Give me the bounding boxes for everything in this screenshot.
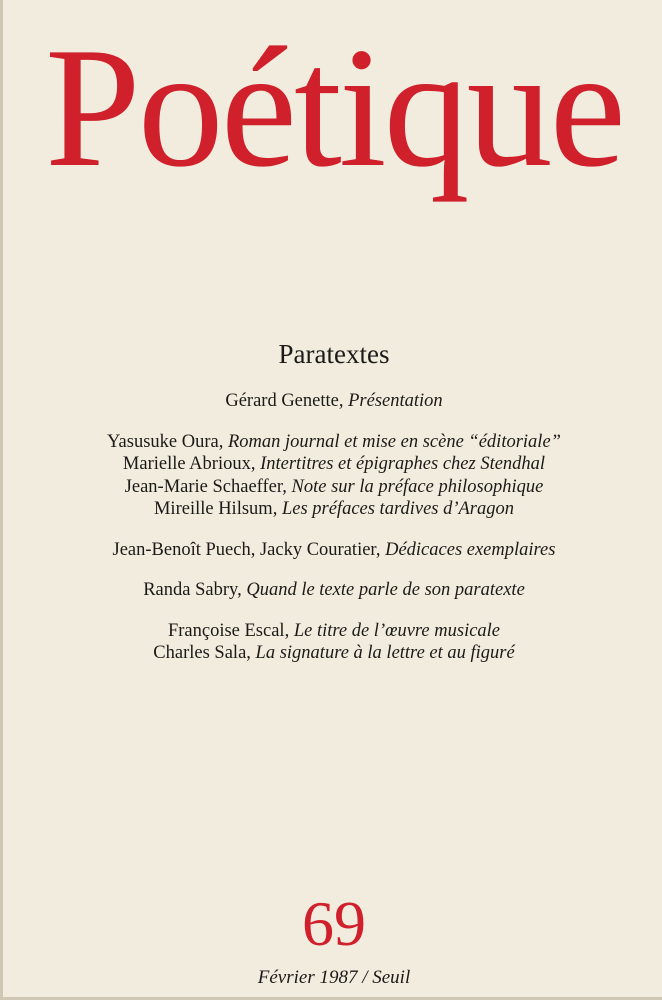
entry-title: Les préfaces tardives d’Aragon <box>281 499 515 519</box>
entry-author: Randa Sabry <box>143 580 238 600</box>
contents-group <box>3 579 662 602</box>
issue-number: 69 <box>302 888 366 959</box>
entry-title: Note sur la préface philosophique <box>291 476 544 497</box>
contents-entry: Mireille Hilsum, Les préfaces tardives d’Aragon <box>153 499 515 519</box>
contents-entry: Randa Sabry, Quand le texte parle de son paratexte <box>143 580 525 600</box>
entry-author: Gérard Genette <box>225 391 339 411</box>
contents-entry: Gérard Genette, Présentation <box>225 391 443 411</box>
contents-entry: Marielle Abrioux, Intertitres et épigraphes chez Stendhal <box>122 454 546 474</box>
contents-entry: Charles Sala, La signature à la lettre et au figuré <box>153 643 515 663</box>
entry-author: Jean-Marie Schaeffer <box>124 476 283 497</box>
entry-author: Françoise Escal <box>167 620 285 641</box>
entry-title: Le titre de l’œuvre musicale <box>293 620 501 641</box>
entry-author: Yasusuke Oura <box>107 431 219 452</box>
entry-author: Jean-Benoît Puech, Jacky Couratier <box>112 539 376 560</box>
contents-group <box>3 431 662 521</box>
entry-title: Présentation <box>348 391 443 411</box>
entry-author: Marielle Abrioux <box>122 454 251 474</box>
entry-title: Roman journal et mise en scène “éditoriale” <box>227 431 561 452</box>
contents-entry: Yasusuke Oura, Roman journal et mise en scène “éditoriale” <box>107 431 561 452</box>
contents-entry: Françoise Escal, Le titre de l’œuvre musicale <box>167 620 501 641</box>
contents-group <box>3 390 662 413</box>
entry-title: La signature à la lettre et au figuré <box>255 643 515 663</box>
contents-group <box>3 539 662 562</box>
entry-author: Charles Sala <box>153 643 247 663</box>
contents-entry: Jean-Benoît Puech, Jacky Couratier, Dédicaces exemplaires <box>112 539 556 560</box>
entry-author: Mireille Hilsum <box>153 499 273 519</box>
entry-title: Intertitres et épigraphes chez Stendhal <box>260 454 546 474</box>
entry-title: Quand le texte parle de son paratexte <box>246 580 525 600</box>
journal-masthead: Poétique <box>45 13 623 203</box>
contents-group <box>3 620 662 665</box>
entry-title: Dédicaces exemplaires <box>385 539 556 560</box>
issue-theme: Paratextes <box>278 339 390 369</box>
publication-imprint: Février 1987 / Seuil <box>257 967 411 988</box>
contents-entry: Jean-Marie Schaeffer, Note sur la préface philosophique <box>124 476 544 497</box>
table-of-contents <box>3 390 662 683</box>
